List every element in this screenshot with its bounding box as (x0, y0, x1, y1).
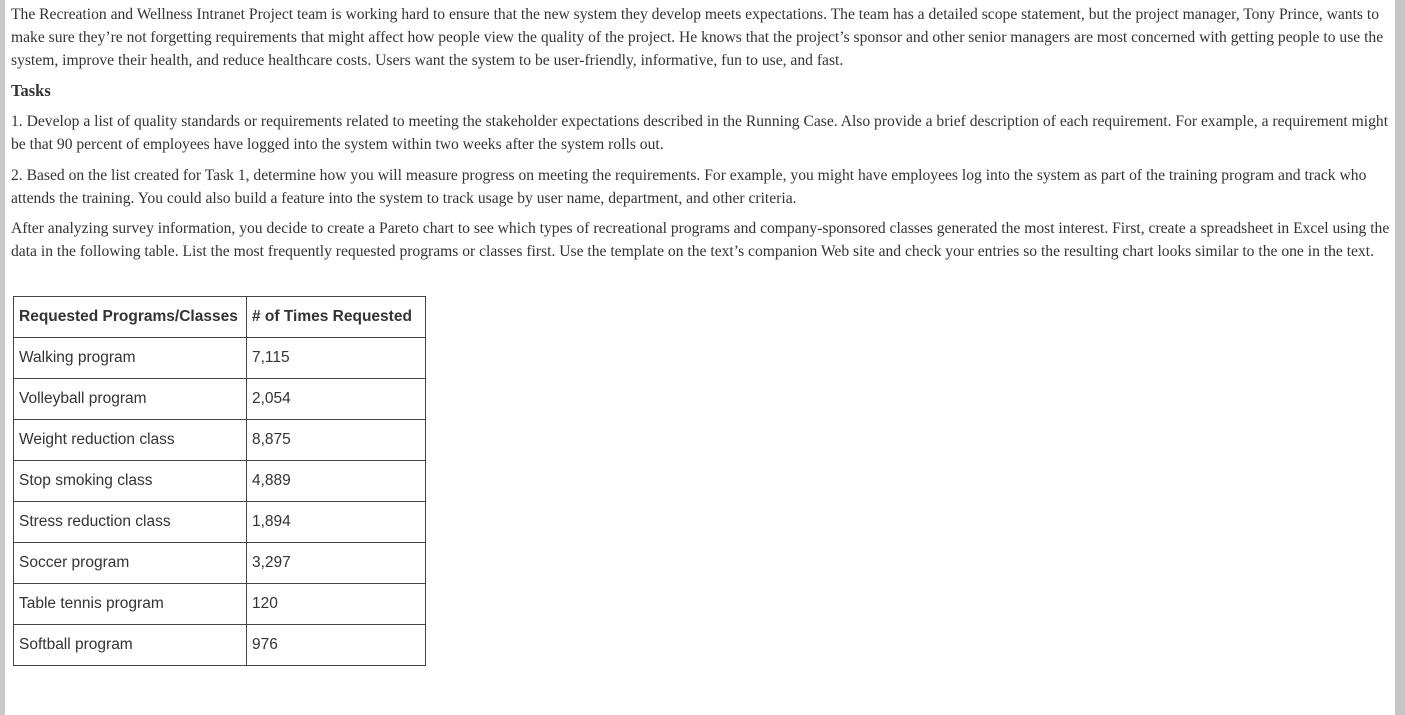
document-body (11, 4, 1395, 666)
vertical-scrollbar[interactable] (1395, 0, 1405, 715)
table-header-row (14, 296, 426, 337)
requests-table (13, 296, 426, 666)
program-cell: Stress reduction class (14, 501, 247, 542)
left-border (0, 0, 5, 715)
program-cell: Softball program (14, 624, 247, 665)
table-row (14, 460, 426, 501)
header-times-requested: # of Times Requested (247, 296, 426, 337)
table-row (14, 419, 426, 460)
count-cell: 8,875 (247, 419, 426, 460)
program-cell: Stop smoking class (14, 460, 247, 501)
program-cell: Soccer program (14, 542, 247, 583)
program-cell: Table tennis program (14, 583, 247, 624)
program-cell: Volleyball program (14, 378, 247, 419)
count-cell: 976 (247, 624, 426, 665)
tasks-heading: Tasks (11, 81, 51, 101)
count-cell: 1,894 (247, 501, 426, 542)
task-1: 1. Develop a list of quality standards or requirements related to meeting the stakeholder expectations described in the Running Case. Also provide a brief description of each requirement. For example, a requirement might be that 90 percent of employees have logged into the system within two weeks after the system rolls out. (11, 113, 1389, 153)
table-row (14, 501, 426, 542)
header-programs: Requested Programs/Classes (14, 296, 247, 337)
count-cell: 120 (247, 583, 426, 624)
program-cell: Weight reduction class (14, 419, 247, 460)
count-cell: 3,297 (247, 542, 426, 583)
count-cell: 4,889 (247, 460, 426, 501)
count-cell: 7,115 (247, 337, 426, 378)
program-cell: Walking program (14, 337, 247, 378)
table-row (14, 624, 426, 665)
task-2: 2. Based on the list created for Task 1, determine how you will measure progress on meeting the requirements. For example, you might have employees log into the system as part of the training program and track who attends the training. You could also build a feature into the system to track usage by user name, department, and other criteria. (11, 166, 1367, 207)
table-row (14, 378, 426, 419)
table-row (14, 337, 426, 378)
pareto-paragraph: After analyzing survey information, you decide to create a Pareto chart to see which types of recreational programs and company-sponsored classes generated the most interest. First, create a spreadsheet in Excel using the data in the following table. List the most frequently requested programs or classes first. Use the template on the text’s companion Web site and check your entries so the resulting chart looks similar to the one in the text. (11, 220, 1390, 261)
count-cell: 2,054 (247, 378, 426, 419)
table-row (14, 583, 426, 624)
table-row (14, 542, 426, 583)
intro-paragraph: The Recreation and Wellness Intranet Project team is working hard to ensure that the new system they develop meets expectations. The team has a detailed scope statement, but the project manager, Tony Prince, wants to make sure they’re not forgetting requirements that might affect how people view the quality of the project. He knows that the project’s sponsor and other senior managers are most concerned with getting people to use the system, improve their health, and reduce healthcare costs. Users want the system to be user-friendly, informative, fun to use, and fast. (11, 6, 1384, 69)
